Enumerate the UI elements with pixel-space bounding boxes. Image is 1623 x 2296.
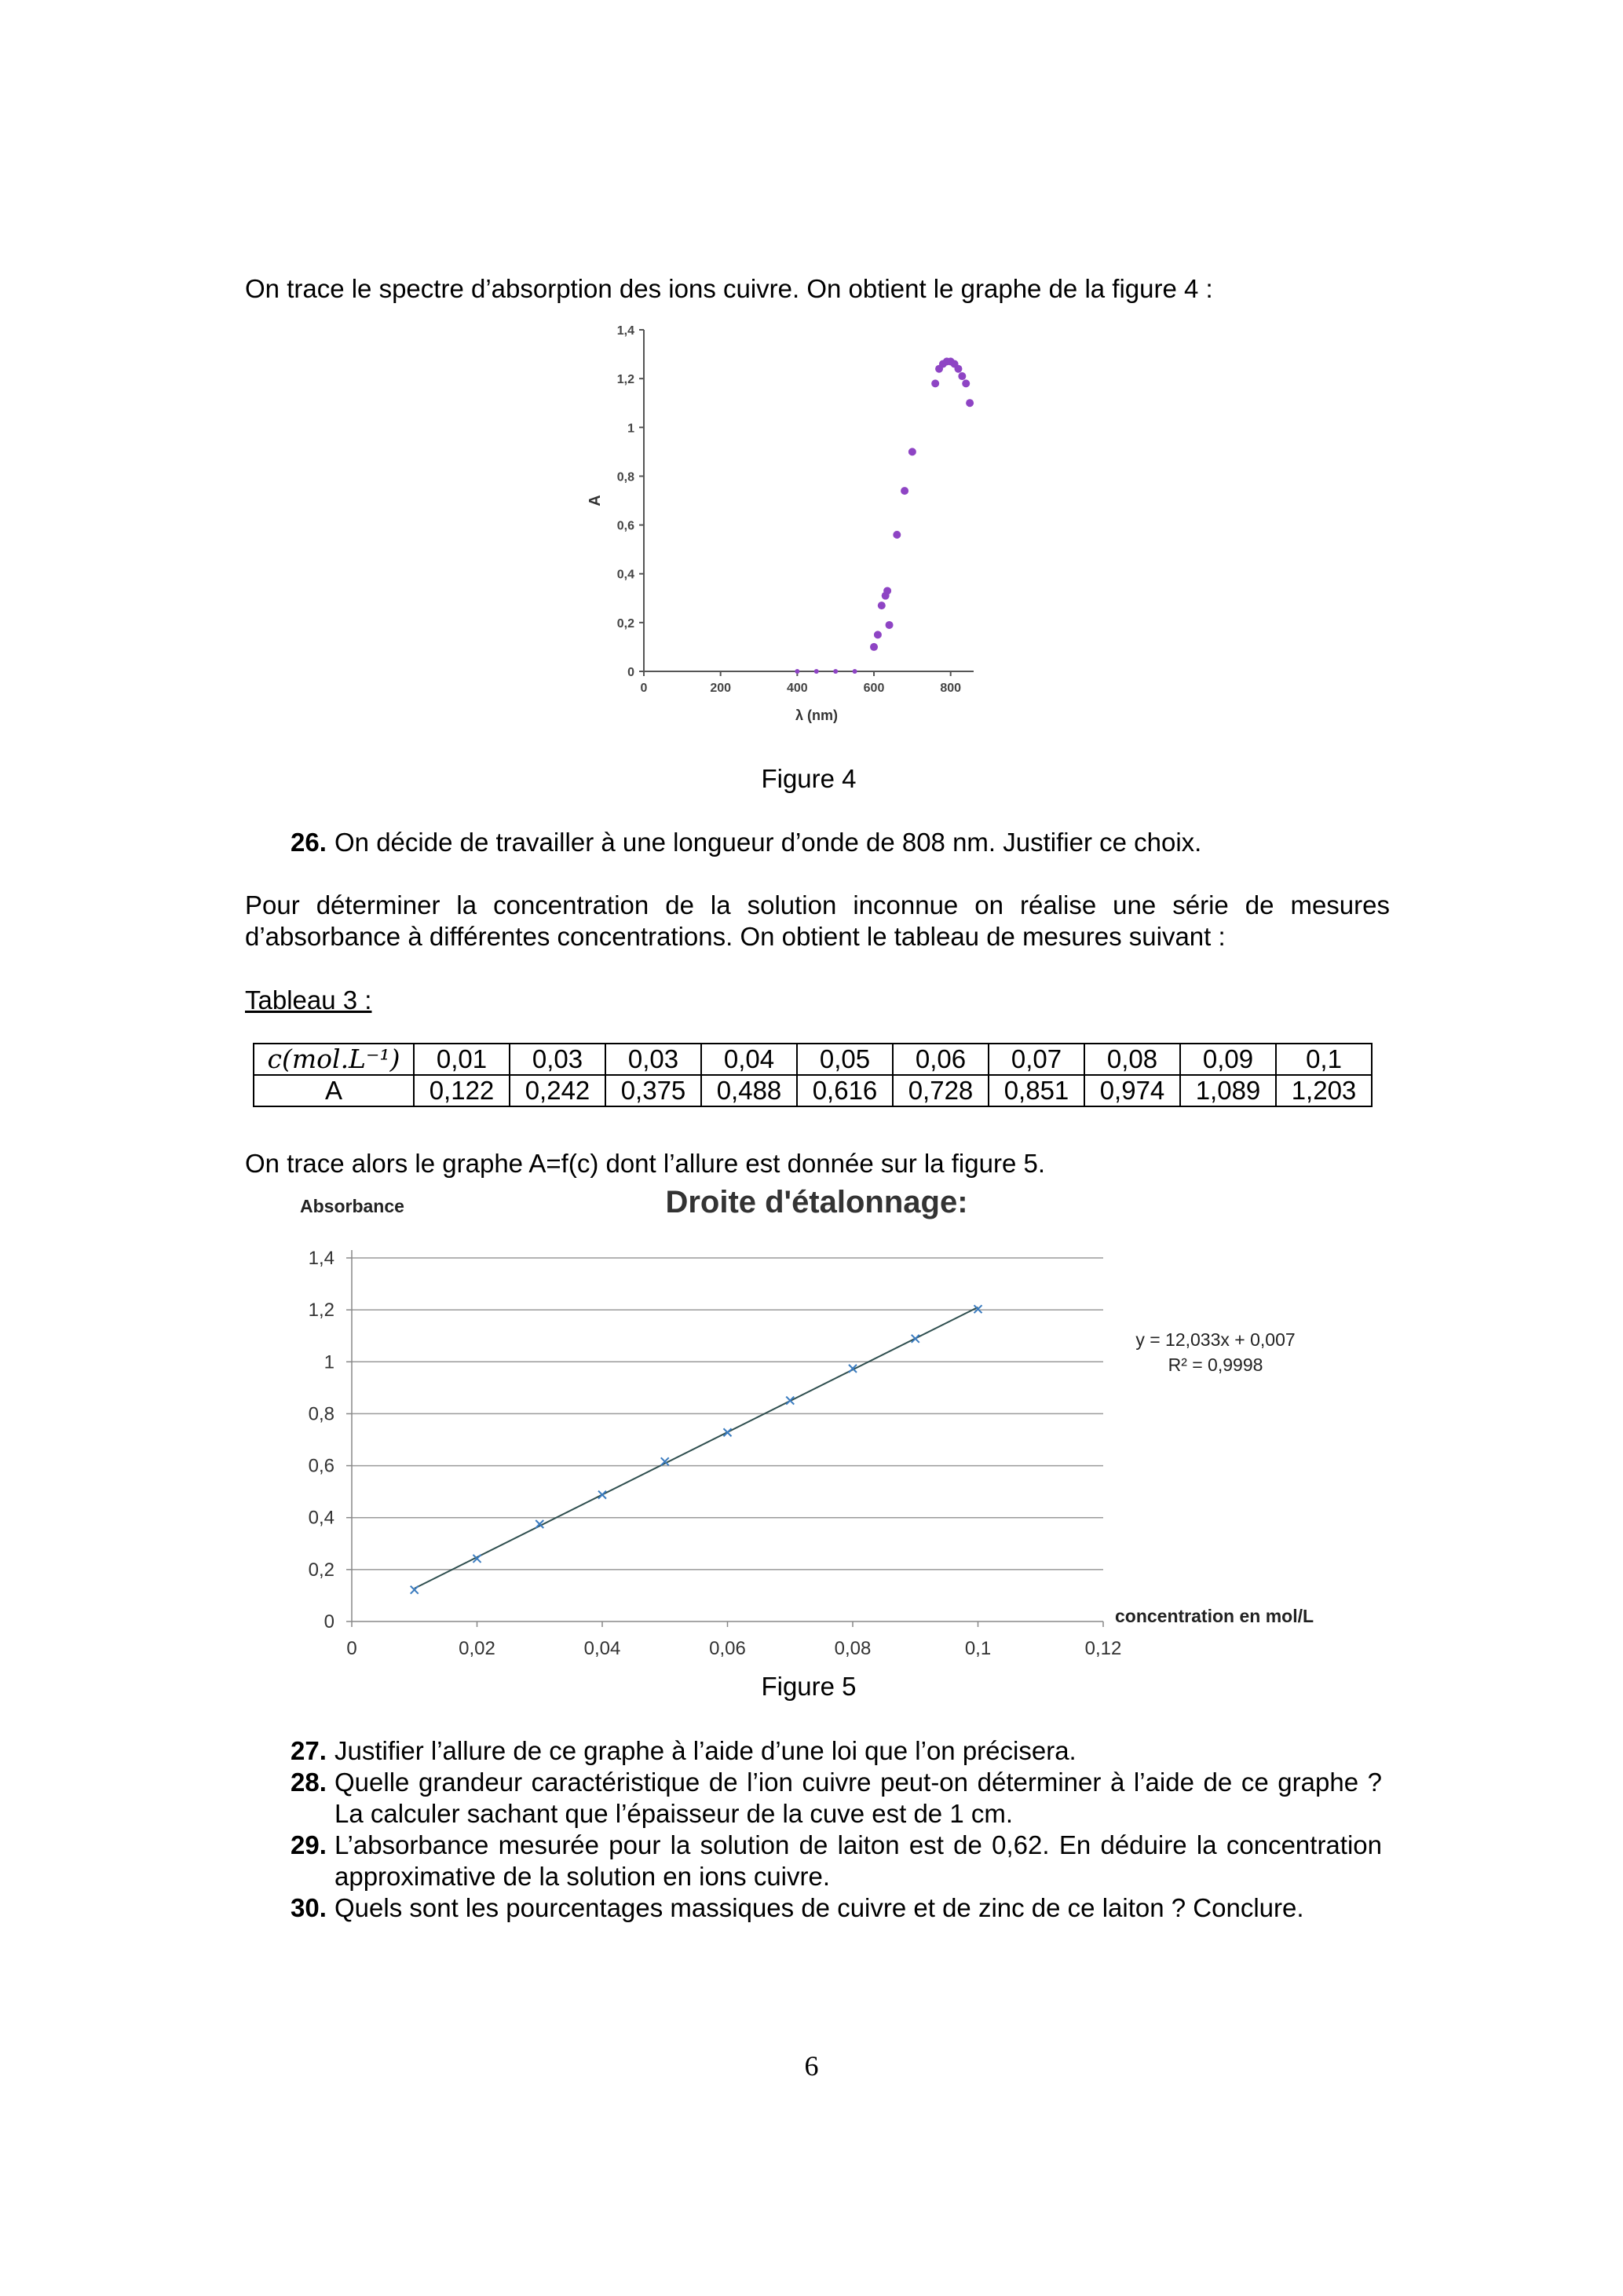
- figure5-y-tick-label: 0,2: [308, 1559, 334, 1581]
- table-row-absorbance: [254, 1075, 1372, 1106]
- figure5-x-tick-label: 0: [346, 1638, 357, 1659]
- question-28: [291, 1767, 1382, 1830]
- figure4-data-point: [795, 669, 799, 674]
- figure5-x-tick-label: 0,08: [834, 1638, 872, 1659]
- table-cell: 0,06: [893, 1044, 989, 1075]
- figure4-y-tick-label: 1,4: [616, 324, 634, 338]
- question-30: [291, 1892, 1382, 1924]
- figure5-x-tick-label: 0,12: [1084, 1638, 1122, 1659]
- measurement-table: [253, 1043, 1373, 1107]
- table-header-concentration: c(mol.L⁻¹): [254, 1044, 414, 1075]
- table-cell: 0,242: [510, 1075, 605, 1106]
- figure4-data-point: [814, 669, 819, 674]
- question-text: Quels sont les pourcentages massiques de cuivre et de zinc de ce laiton ? Conclure.: [334, 1893, 1304, 1922]
- figure4-data-point: [954, 365, 962, 373]
- table-cell: 0,851: [989, 1075, 1084, 1106]
- table-cell: 0,05: [797, 1044, 893, 1075]
- question-text: L’absorbance mesurée pour la solution de laiton est de 0,62. En déduire la concentration approximative de la solution en ions cuivre.: [334, 1830, 1382, 1891]
- figure5-y-tick-label: 1: [324, 1351, 334, 1373]
- table-cell: 0,974: [1084, 1075, 1180, 1106]
- figure5-x-axis-label: concentration en mol/L: [1115, 1606, 1314, 1626]
- question-number: 27.: [291, 1736, 327, 1765]
- table-cell: 0,03: [510, 1044, 605, 1075]
- table-cell: 0,08: [1084, 1044, 1180, 1075]
- figure4-y-tick-label: 0,6: [616, 519, 634, 533]
- table-cell: 0,07: [989, 1044, 1084, 1075]
- figure4-y-tick-label: 1: [627, 422, 634, 436]
- question-29: [291, 1830, 1382, 1892]
- figure4-data-point: [901, 487, 908, 495]
- table-cell: 1,203: [1276, 1075, 1372, 1106]
- figure4-x-tick-label: 0: [640, 682, 648, 695]
- table-cell: 0,03: [605, 1044, 701, 1075]
- figure4-y-tick-label: 1,2: [616, 373, 634, 387]
- figure5-x-tick-label: 0,1: [964, 1638, 992, 1659]
- figure4-x-axis-label: λ (nm): [795, 707, 838, 723]
- figure4-data-point: [878, 601, 886, 609]
- figure5-equation: y = 12,033x + 0,007: [1135, 1329, 1296, 1350]
- figure5-calibration-chart: [283, 1186, 1351, 1673]
- figure4-data-point: [893, 531, 901, 539]
- figure5-x-tick-label: 0,06: [709, 1638, 746, 1659]
- question-text: On décide de travailler à une longueur d’onde de 808 nm. Justifier ce choix.: [334, 828, 1202, 857]
- figure4-data-point: [874, 631, 882, 638]
- figure5-data-point: [786, 1397, 794, 1405]
- question-number: 30.: [291, 1893, 327, 1922]
- figure5-y-tick-label: 1,2: [308, 1300, 334, 1322]
- question-number: 28.: [291, 1768, 327, 1797]
- table-cell: 0,488: [701, 1075, 797, 1106]
- figure4-data-point: [908, 448, 916, 455]
- figure5-title: Droite d'étalonnage:: [665, 1186, 968, 1219]
- figure5-y-tick-label: 0: [324, 1611, 334, 1632]
- figure5-caption: Figure 5: [761, 1672, 857, 1701]
- figure4-data-point: [886, 621, 894, 629]
- figure4-data-point: [962, 379, 970, 387]
- question-number: 26.: [291, 828, 327, 857]
- table-cell: 0,122: [414, 1075, 510, 1106]
- figure5-y-tick-label: 1,4: [308, 1248, 334, 1269]
- question-26: [291, 827, 1382, 858]
- figure5-y-tick-label: 0,4: [308, 1507, 334, 1529]
- table-cell: 0,375: [605, 1075, 701, 1106]
- table-cell: 0,04: [701, 1044, 797, 1075]
- question-text: Justifier l’allure de ce graphe à l’aide d’une loi que l’on précisera.: [334, 1736, 1077, 1765]
- figure4-y-tick-label: 0: [627, 666, 634, 679]
- figure4-data-point: [853, 669, 857, 674]
- figure5-x-tick-label: 0,02: [459, 1638, 495, 1659]
- figure4-y-tick-label: 0,8: [616, 470, 634, 484]
- figure5-y-axis-label: Absorbance: [300, 1196, 404, 1216]
- figure4-caption: Figure 4: [761, 764, 857, 793]
- table-cell: 0,09: [1180, 1044, 1276, 1075]
- concentration-paragraph: Pour déterminer la concentration de la solution inconnue on réalise une série de mesures d’absorbance à différentes concentrations. On obtient le tableau de mesures suivant :: [245, 890, 1390, 951]
- figure4-x-tick-label: 400: [786, 682, 808, 695]
- figure5-data-point: [912, 1335, 919, 1343]
- table-header-absorbance: A: [254, 1075, 414, 1106]
- figure4-data-point: [958, 372, 966, 380]
- table-cell: 0,728: [893, 1075, 989, 1106]
- table-cell: 0,01: [414, 1044, 510, 1075]
- figure4-data-point: [966, 399, 974, 407]
- figure4-y-axis-label: A: [587, 495, 604, 506]
- figure4-x-tick-label: 800: [940, 682, 962, 695]
- figure5-data-point: [411, 1586, 419, 1594]
- figure4-y-tick-label: 0,2: [616, 616, 634, 631]
- question-text: Quelle grandeur caractéristique de l’ion cuivre peut-on déterminer à l’aide de ce graphe ? La calculer sachant que l’épaisseur de la cuve est de 1 cm.: [334, 1768, 1382, 1828]
- page-number: 6: [804, 2050, 819, 2082]
- figure4-y-tick-label: 0,4: [616, 568, 634, 582]
- figure5-data-point: [598, 1491, 606, 1499]
- intro-spectrum-text: On trace le spectre d’absorption des ions cuivre. On obtient le graphe de la figure 4 :: [245, 274, 1213, 303]
- table-cell: 0,616: [797, 1075, 893, 1106]
- figure4-data-point: [931, 379, 939, 387]
- figure5-x-tick-label: 0,04: [583, 1638, 621, 1659]
- figure5-data-point: [724, 1428, 732, 1436]
- question-number: 29.: [291, 1830, 327, 1859]
- table-title: Tableau 3 :: [245, 985, 372, 1015]
- figure4-spectrum-chart: [581, 314, 1005, 754]
- figure5-fit-line: [415, 1307, 978, 1589]
- figure5-y-tick-label: 0,8: [308, 1403, 334, 1425]
- figure4-data-point: [833, 669, 838, 674]
- figure4-data-point: [883, 587, 891, 594]
- question-27: [291, 1735, 1382, 1767]
- table-cell: 0,1: [1276, 1044, 1372, 1075]
- table-row-concentration: [254, 1044, 1372, 1075]
- figure5-y-tick-label: 0,6: [308, 1455, 334, 1477]
- figure4-data-point: [870, 643, 878, 651]
- figure4-x-tick-label: 200: [710, 682, 732, 695]
- figure5-r-squared: R² = 0,9998: [1168, 1355, 1263, 1375]
- graph-paragraph: On trace alors le graphe A=f(c) dont l’allure est donnée sur la figure 5.: [245, 1149, 1045, 1178]
- table-cell: 1,089: [1180, 1075, 1276, 1106]
- figure4-x-tick-label: 600: [863, 682, 885, 695]
